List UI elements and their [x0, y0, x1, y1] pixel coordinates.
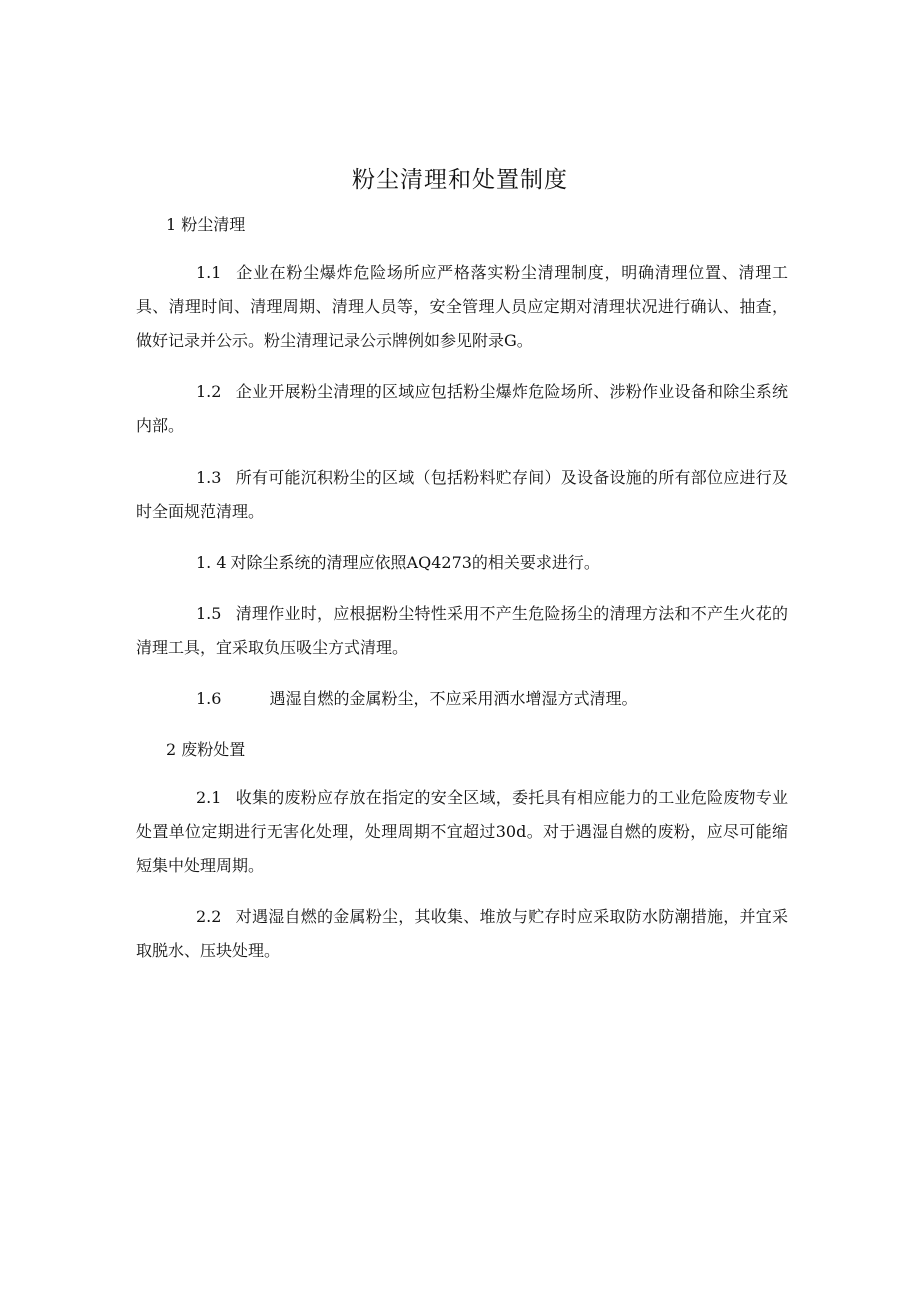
section-heading-2: 2 废粉处置	[166, 740, 246, 759]
clause-text: 对遇湿自燃的金属粉尘，其收集、堆放与贮存时应采取防水防潮措施，并宜采取脱水、压块处理。	[136, 907, 788, 960]
clause-number: 1.5	[196, 604, 222, 623]
clause-text: 所有可能沉积粉尘的区域（包括粉料贮存间）及设备设施的所有部位应进行及时全面规范清理。	[136, 468, 788, 521]
clause-1-3	[136, 461, 788, 529]
document-title: 粉尘清理和处置制度	[352, 167, 568, 193]
clause-text: 对除尘系统的清理应依照AQ4273的相关要求进行。	[230, 553, 600, 572]
clause-1-4	[136, 546, 788, 580]
section-heading-1: 1 粉尘清理	[166, 215, 246, 234]
clause-number: 1.6	[196, 689, 222, 708]
clause-1-1	[136, 256, 788, 358]
clause-number: 1.3	[196, 468, 222, 487]
clause-number: 1.2	[196, 382, 222, 401]
clause-text: 企业开展粉尘清理的区域应包括粉尘爆炸危险场所、涉粉作业设备和除尘系统内部。	[136, 382, 788, 435]
clause-number: 1. 4	[196, 553, 227, 572]
clause-1-2	[136, 375, 788, 443]
clause-text: 收集的废粉应存放在指定的安全区域，委托具有相应能力的工业危险废物专业处置单位定期进行无害化处理，处理周期不宜超过30d。对于遇湿自燃的废粉，应尽可能缩短集中处理周期。	[136, 788, 788, 875]
clause-text: 企业在粉尘爆炸危险场所应严格落实粉尘清理制度，明确清理位置、清理工具、清理时间、清理周期、清理人员等，安全管理人员应定期对清理状况进行确认、抽查，做好记录并公示。粉尘清理记录公示牌例如参见附录G。	[136, 263, 788, 350]
clause-1-6	[136, 682, 788, 716]
clause-2-1	[136, 781, 788, 883]
clause-1-5	[136, 597, 788, 665]
clause-text: 遇湿自燃的金属粉尘，不应采用洒水增湿方式清理。	[269, 689, 638, 708]
clause-number: 1.1	[196, 263, 222, 282]
clause-text: 清理作业时，应根据粉尘特性采用不产生危险扬尘的清理方法和不产生火花的清理工具，宜采取负压吸尘方式清理。	[136, 604, 788, 657]
clause-number: 2.1	[196, 788, 222, 807]
clause-number: 2.2	[196, 907, 222, 926]
clause-2-2	[136, 900, 788, 968]
